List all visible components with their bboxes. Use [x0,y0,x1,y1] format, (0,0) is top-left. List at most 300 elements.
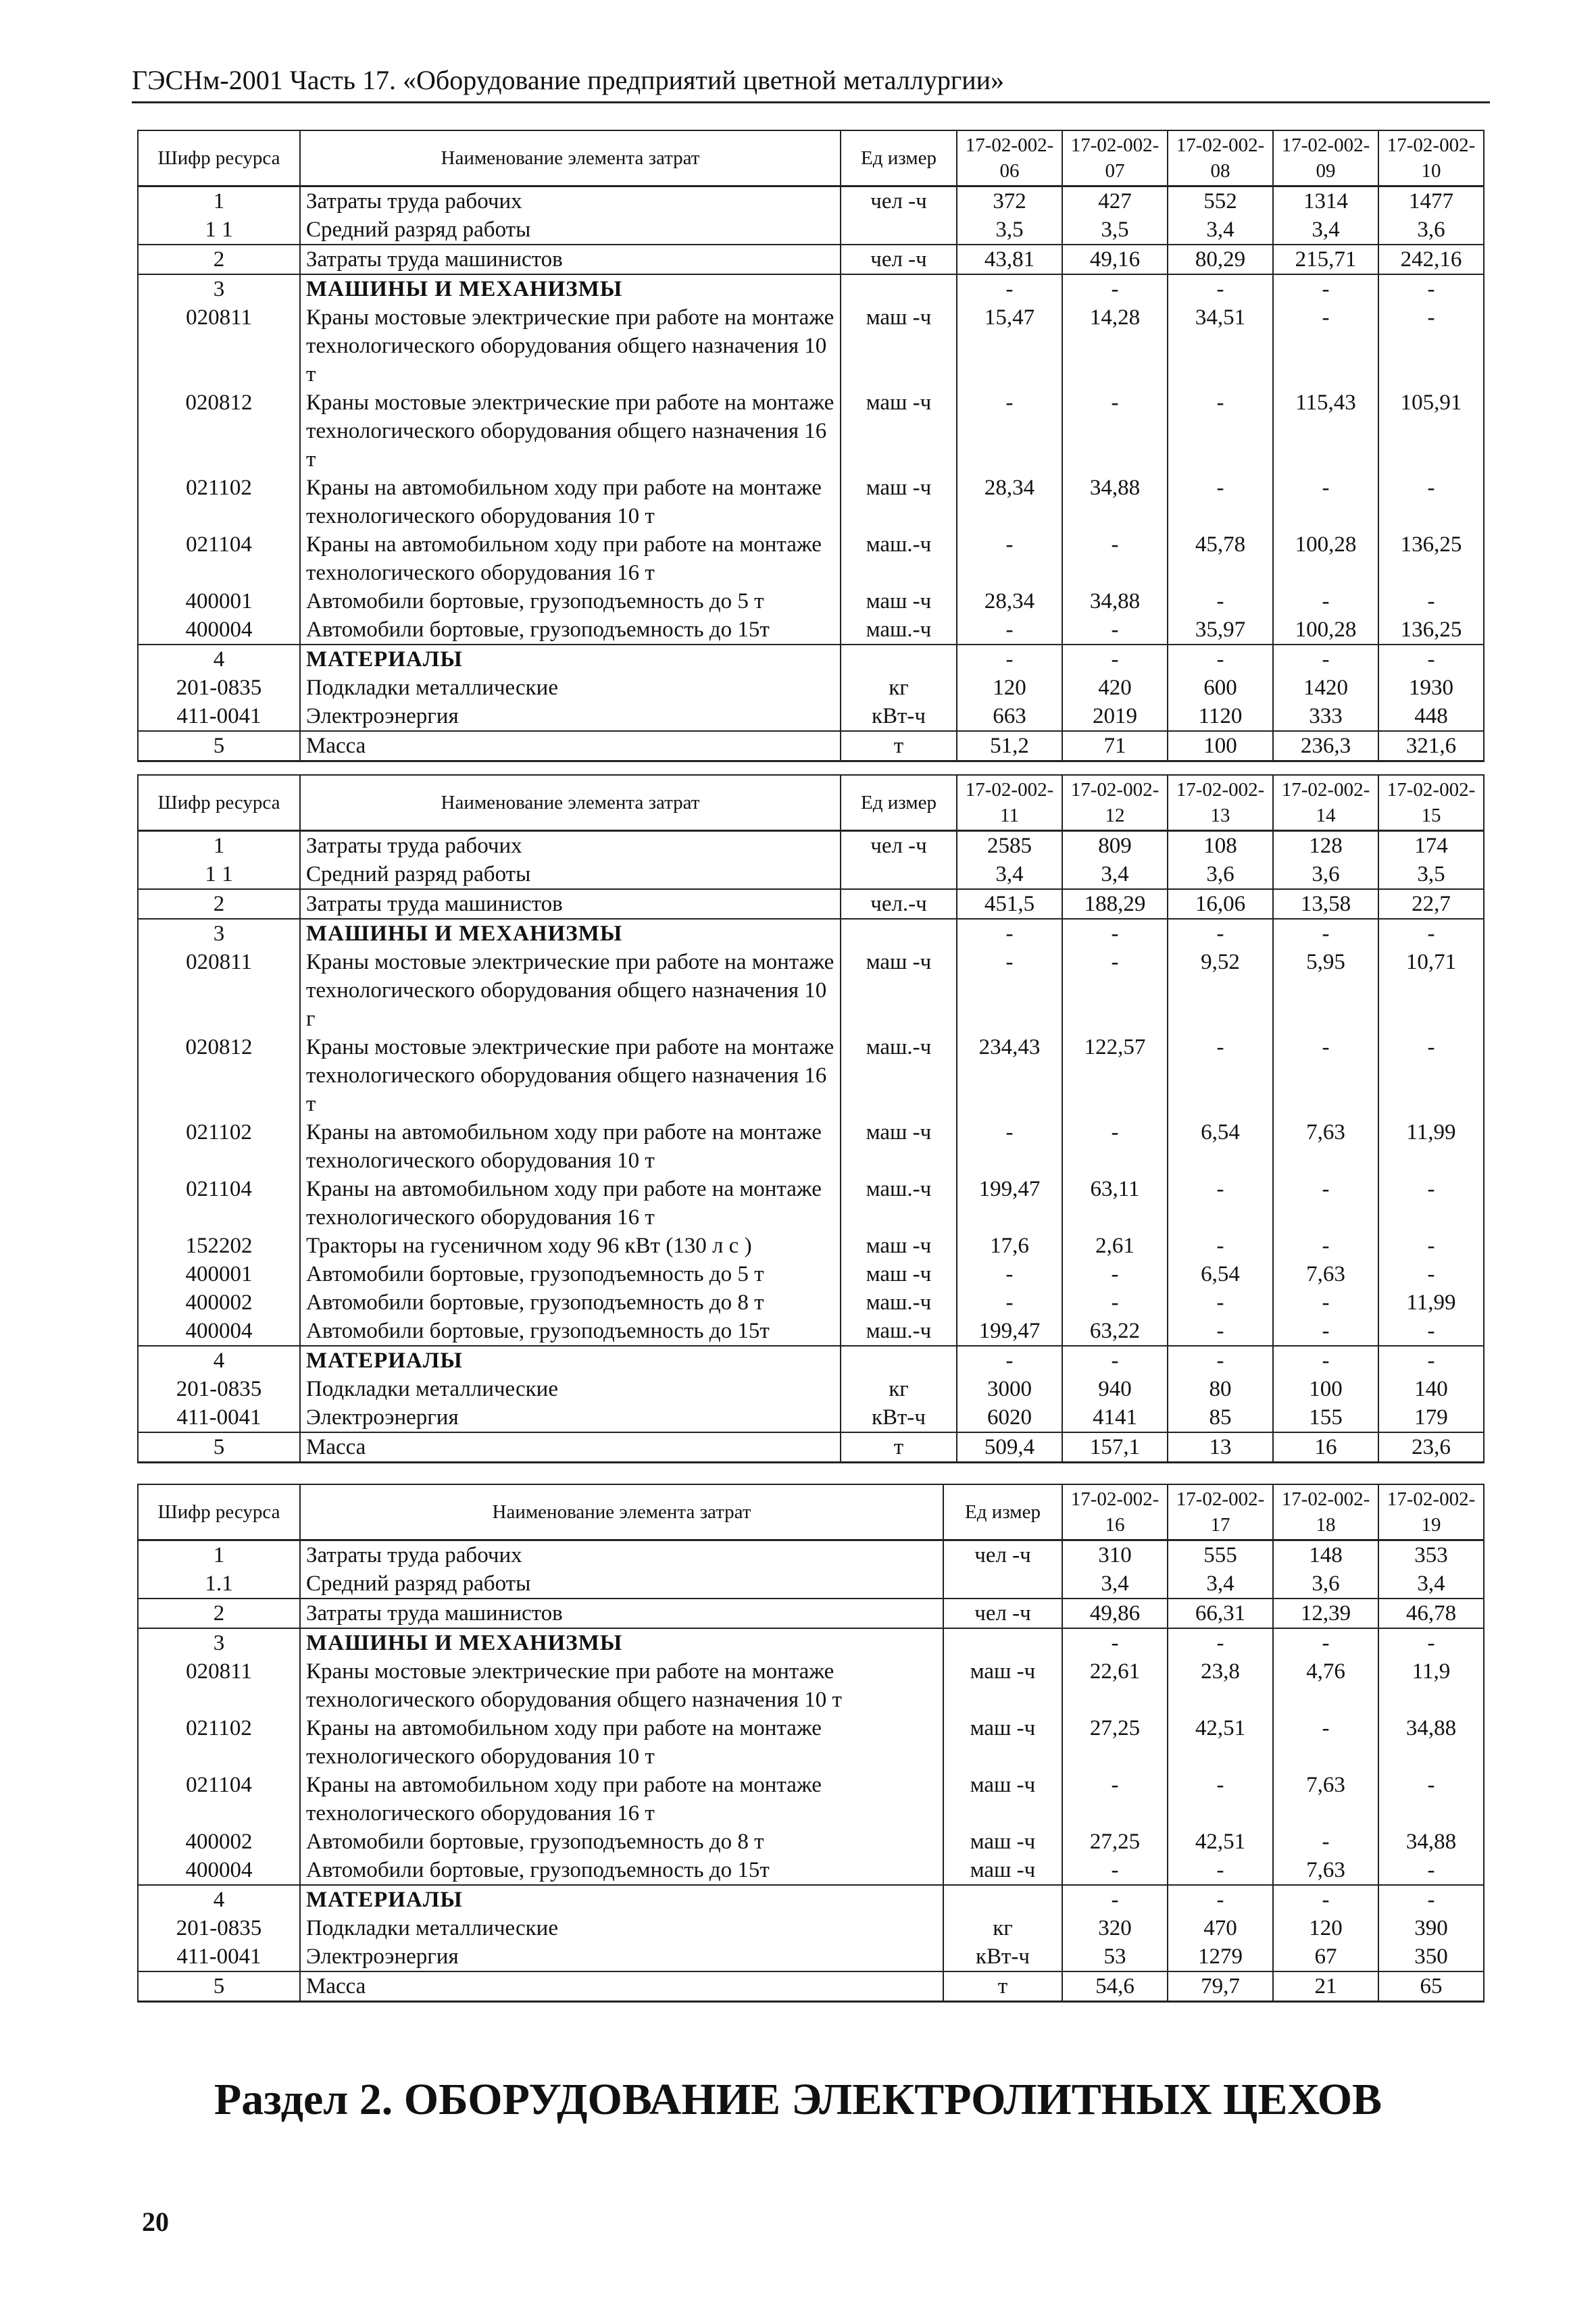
value-cell: 188,29 [1062,889,1168,919]
value-cell: 136,25 [1378,615,1484,645]
value-cell: 11,99 [1378,1288,1484,1317]
value-cell: 54,6 [1062,1971,1168,2002]
value-cell: - [957,615,1062,645]
value-cell: - [1062,1628,1168,1657]
value-cell: 333 [1273,702,1378,731]
value-cell: 3,6 [1378,216,1484,245]
value-cell: - [1062,1288,1168,1317]
resource-code-cell: 1.1 [138,1569,300,1599]
unit-cell [841,274,957,303]
table-row [138,388,1484,474]
value-cell: 63,11 [1062,1175,1168,1232]
value-cell: 34,88 [1062,474,1168,530]
value-cell: 3,4 [1378,1569,1484,1599]
table-header-row [138,130,1484,186]
running-header: ГЭСНм-2001 Часть 17. «Оборудование предприятий цветной металлургии» [132,64,1490,103]
table-row [138,1232,1484,1260]
value-cell: 11,9 [1378,1657,1484,1714]
unit-cell: кВт-ч [841,702,957,731]
value-cell: 6020 [957,1403,1062,1432]
value-cell: 45,78 [1168,530,1273,587]
resource-table-3 [137,1484,1485,2003]
value-cell: 7,63 [1273,1260,1378,1288]
value-cell: 148 [1273,1540,1378,1570]
value-cell: - [1062,615,1168,645]
value-cell: 43,81 [957,245,1062,274]
unit-cell: маш -ч [841,1118,957,1175]
value-cell: 100,28 [1273,615,1378,645]
value-cell: 236,3 [1273,731,1378,761]
value-cell: 2,61 [1062,1232,1168,1260]
value-cell: 16,06 [1168,889,1273,919]
resource-code-cell: 411-0041 [138,1403,300,1432]
value-cell: - [1378,1033,1484,1118]
resource-name-cell: МАШИНЫ И МЕХАНИЗМЫ [300,274,841,303]
value-cell: 13 [1168,1432,1273,1463]
value-cell: - [1168,1317,1273,1346]
value-cell: 17,6 [957,1232,1062,1260]
value-cell: 23,8 [1168,1657,1273,1714]
value-cell: 321,6 [1378,731,1484,761]
table-row [138,474,1484,530]
value-cell: - [1378,1856,1484,1885]
value-cell: - [1378,919,1484,948]
column-header-norm-code: 17-02-002-10 [1378,130,1484,186]
table-row [138,245,1484,274]
value-cell: - [1273,1232,1378,1260]
table-row [138,1942,1484,1971]
value-cell: 12,39 [1273,1599,1378,1628]
unit-cell: чел -ч [943,1599,1062,1628]
value-cell: 372 [957,186,1062,216]
unit-cell [841,645,957,674]
unit-cell: маш -ч [841,388,957,474]
resource-code-cell: 2 [138,889,300,919]
value-cell: - [1273,303,1378,388]
unit-cell [943,1885,1062,1914]
value-cell: 28,34 [957,474,1062,530]
resource-code-cell: 4 [138,1885,300,1914]
resource-name-cell: Краны мостовые электрические при работе на монтаже технологического оборудования общего назначения 16 т [300,1033,841,1118]
unit-cell: маш.-ч [841,1175,957,1232]
table-header-row [138,1484,1484,1540]
unit-cell: маш -ч [841,303,957,388]
value-cell: - [1378,1771,1484,1828]
resource-code-cell: 400001 [138,587,300,615]
column-header-norm-code: 17-02-002-15 [1378,775,1484,831]
unit-cell: кг [841,1375,957,1403]
unit-cell [841,1346,957,1375]
value-cell: - [1062,388,1168,474]
value-cell: - [1168,1033,1273,1118]
value-cell: - [957,1346,1062,1375]
resource-name-cell: Автомобили бортовые, грузоподъемность до 8 т [300,1828,943,1856]
value-cell: - [1378,274,1484,303]
value-cell: - [1273,1033,1378,1118]
unit-cell: маш -ч [841,1232,957,1260]
unit-cell [841,919,957,948]
resource-code-cell: 021104 [138,1175,300,1232]
value-cell: 6,54 [1168,1118,1273,1175]
value-cell: - [1168,919,1273,948]
resource-code-cell: 2 [138,245,300,274]
resource-name-cell: Краны на автомобильном ходу при работе на монтаже технологического оборудования 10 т [300,1714,943,1771]
table-row [138,1657,1484,1714]
value-cell: - [1062,919,1168,948]
value-cell: 34,88 [1062,587,1168,615]
unit-cell: маш -ч [943,1714,1062,1771]
value-cell: - [1062,530,1168,587]
resource-name-cell: МАШИНЫ И МЕХАНИЗМЫ [300,919,841,948]
value-cell: 42,51 [1168,1828,1273,1856]
table-row [138,1175,1484,1232]
column-header-norm-code: 17-02-002-07 [1062,130,1168,186]
resource-code-cell: 3 [138,1628,300,1657]
value-cell: 11,99 [1378,1118,1484,1175]
value-cell: - [1168,1232,1273,1260]
table-row [138,186,1484,216]
value-cell: 14,28 [1062,303,1168,388]
unit-cell: кВт-ч [943,1942,1062,1971]
resource-code-cell: 5 [138,1432,300,1463]
table-row [138,1540,1484,1570]
value-cell: - [957,1260,1062,1288]
table-row [138,831,1484,861]
unit-cell: маш -ч [841,587,957,615]
value-cell: - [1273,274,1378,303]
value-cell: - [1062,1346,1168,1375]
value-cell: - [1062,1856,1168,1885]
value-cell: - [957,274,1062,303]
value-cell: 427 [1062,186,1168,216]
value-cell: 10,71 [1378,948,1484,1033]
table-row [138,530,1484,587]
column-header-norm-code: 17-02-002-08 [1168,130,1273,186]
value-cell: 65 [1378,1971,1484,2002]
column-header-norm-code: 17-02-002-16 [1062,1484,1168,1540]
value-cell: 100,28 [1273,530,1378,587]
value-cell: 1279 [1168,1942,1273,1971]
value-cell: 1477 [1378,186,1484,216]
resource-code-cell: 020811 [138,1657,300,1714]
value-cell: - [1062,948,1168,1033]
value-cell: - [1168,1175,1273,1232]
resource-name-cell: Автомобили бортовые, грузоподъемность до 5 т [300,1260,841,1288]
value-cell: - [1273,1828,1378,1856]
value-cell: 3,6 [1273,860,1378,889]
resource-name-cell: МАТЕРИАЛЫ [300,1346,841,1375]
value-cell: 21 [1273,1971,1378,2002]
resource-name-cell: Краны на автомобильном ходу при работе на монтаже технологического оборудования 10 т [300,1118,841,1175]
value-cell: 108 [1168,831,1273,861]
value-cell: 555 [1168,1540,1273,1570]
unit-cell [943,1628,1062,1657]
table-header-row [138,775,1484,831]
value-cell: 115,43 [1273,388,1378,474]
resource-name-cell: Краны на автомобильном ходу при работе на монтаже технологического оборудования 16 т [300,530,841,587]
value-cell: 940 [1062,1375,1168,1403]
resource-name-cell: Электроэнергия [300,702,841,731]
value-cell: 7,63 [1273,1771,1378,1828]
value-cell: 42,51 [1168,1714,1273,1771]
value-cell: - [1062,1771,1168,1828]
value-cell: 809 [1062,831,1168,861]
value-cell: - [1273,1628,1378,1657]
unit-cell [841,860,957,889]
resource-code-cell: 020811 [138,303,300,388]
value-cell: - [957,645,1062,674]
table-row [138,1771,1484,1828]
resource-name-cell: Масса [300,1971,943,2002]
unit-cell: маш -ч [943,1828,1062,1856]
value-cell: 310 [1062,1540,1168,1570]
unit-cell: кг [943,1914,1062,1942]
value-cell: 122,57 [1062,1033,1168,1118]
value-cell: 15,47 [957,303,1062,388]
resource-code-cell: 400002 [138,1288,300,1317]
resource-name-cell: МАТЕРИАЛЫ [300,1885,943,1914]
resource-code-cell: 152202 [138,1232,300,1260]
table-row [138,1375,1484,1403]
value-cell: 509,4 [957,1432,1062,1463]
resource-code-cell: 1 [138,1540,300,1570]
value-cell: - [1168,645,1273,674]
value-cell: 1420 [1273,674,1378,702]
value-cell: 51,2 [957,731,1062,761]
value-cell: 3,5 [957,216,1062,245]
unit-cell: чел -ч [841,186,957,216]
value-cell: - [1378,645,1484,674]
table-row [138,674,1484,702]
resource-code-cell: 3 [138,919,300,948]
value-cell: 199,47 [957,1317,1062,1346]
value-cell: - [1378,303,1484,388]
value-cell: 6,54 [1168,1260,1273,1288]
column-header-name: Наименование элемента затрат [300,130,841,186]
resource-code-cell: 021102 [138,1714,300,1771]
value-cell: 3,4 [1062,1569,1168,1599]
value-cell: 136,25 [1378,530,1484,587]
column-header-norm-code: 17-02-002-17 [1168,1484,1273,1540]
value-cell: 552 [1168,186,1273,216]
value-cell: 3000 [957,1375,1062,1403]
unit-cell: маш -ч [841,1260,957,1288]
value-cell: 120 [1273,1914,1378,1942]
value-cell: 1120 [1168,702,1273,731]
resource-code-cell: 400004 [138,1856,300,1885]
value-cell: - [1273,919,1378,948]
resource-name-cell: Затраты труда рабочих [300,186,841,216]
value-cell: - [1378,1260,1484,1288]
value-cell: 34,88 [1378,1828,1484,1856]
value-cell: 22,61 [1062,1657,1168,1714]
value-cell: - [957,1288,1062,1317]
value-cell: - [957,919,1062,948]
value-cell: - [1168,1771,1273,1828]
value-cell: 4141 [1062,1403,1168,1432]
column-header-code: Шифр ресурса [138,775,300,831]
value-cell: 1930 [1378,674,1484,702]
unit-cell: т [841,1432,957,1463]
unit-cell: маш.-ч [841,1288,957,1317]
unit-cell: чел -ч [841,245,957,274]
resource-name-cell: Краны на автомобильном ходу при работе на монтаже технологического оборудования 16 т [300,1771,943,1828]
resource-name-cell: Тракторы на гусеничном ходу 96 кВт (130 л с ) [300,1232,841,1260]
resource-name-cell: Автомобили бортовые, грузоподъемность до 8 т [300,1288,841,1317]
value-cell: - [1062,1118,1168,1175]
unit-cell: маш -ч [841,948,957,1033]
unit-cell [841,216,957,245]
value-cell: - [1273,1175,1378,1232]
value-cell: 4,76 [1273,1657,1378,1714]
value-cell: 49,16 [1062,245,1168,274]
column-header-norm-code: 17-02-002-09 [1273,130,1378,186]
value-cell: - [957,1118,1062,1175]
value-cell: - [1378,587,1484,615]
resource-code-cell: 201-0835 [138,674,300,702]
table-row [138,645,1484,674]
resource-code-cell: 5 [138,1971,300,2002]
table-row [138,1317,1484,1346]
resource-name-cell: Затраты труда рабочих [300,1540,943,1570]
resource-code-cell: 400002 [138,1828,300,1856]
resource-name-cell: Автомобили бортовые, грузоподъемность до 15т [300,615,841,645]
value-cell: 80 [1168,1375,1273,1403]
resource-name-cell: МАТЕРИАЛЫ [300,645,841,674]
resource-code-cell: 021102 [138,474,300,530]
value-cell: 53 [1062,1942,1168,1971]
value-cell: - [1273,1885,1378,1914]
value-cell: 2019 [1062,702,1168,731]
resource-name-cell: Затраты труда машинистов [300,1599,943,1628]
unit-cell: чел.-ч [841,889,957,919]
resource-code-cell: 021102 [138,1118,300,1175]
unit-cell: чел -ч [943,1540,1062,1570]
table-row [138,1118,1484,1175]
value-cell: 22,7 [1378,889,1484,919]
resource-name-cell: Подкладки металлические [300,674,841,702]
resource-name-cell: Краны мостовые электрические при работе на монтаже технологического оборудования общего назначения 10 т [300,1657,943,1714]
column-header-norm-code: 17-02-002-12 [1062,775,1168,831]
resource-code-cell: 3 [138,274,300,303]
value-cell: 27,25 [1062,1714,1168,1771]
resource-code-cell: 021104 [138,1771,300,1828]
resource-name-cell: Средний разряд работы [300,1569,943,1599]
resource-name-cell: Затраты труда машинистов [300,245,841,274]
value-cell: 80,29 [1168,245,1273,274]
column-header-norm-code: 17-02-002-14 [1273,775,1378,831]
value-cell: - [1168,1346,1273,1375]
value-cell: 234,43 [957,1033,1062,1118]
resource-name-cell: Краны мостовые электрические при работе на монтаже технологического оборудования общего назначения 10 т [300,303,841,388]
resource-code-cell: 201-0835 [138,1914,300,1942]
table-row [138,860,1484,889]
value-cell: 23,6 [1378,1432,1484,1463]
value-cell: 3,4 [1273,216,1378,245]
table-row [138,948,1484,1033]
value-cell: 13,58 [1273,889,1378,919]
table-row [138,587,1484,615]
column-header-norm-code: 17-02-002-19 [1378,1484,1484,1540]
resource-code-cell: 020811 [138,948,300,1033]
column-header-name: Наименование элемента затрат [300,1484,943,1540]
resource-name-cell: Затраты труда машинистов [300,889,841,919]
value-cell: 105,91 [1378,388,1484,474]
value-cell: 600 [1168,674,1273,702]
table-row [138,1971,1484,2002]
value-cell: - [957,948,1062,1033]
value-cell: 100 [1168,731,1273,761]
value-cell: - [1378,1346,1484,1375]
value-cell: 3,6 [1168,860,1273,889]
table-row [138,303,1484,388]
table-row [138,889,1484,919]
resource-name-cell: Автомобили бортовые, грузоподъемность до 15т [300,1317,841,1346]
resource-name-cell: Средний разряд работы [300,860,841,889]
value-cell: 448 [1378,702,1484,731]
value-cell: 3,6 [1273,1569,1378,1599]
resource-name-cell: Масса [300,731,841,761]
value-cell: - [1273,587,1378,615]
resource-name-cell: Затраты труда рабочих [300,831,841,861]
value-cell: 63,22 [1062,1317,1168,1346]
resource-code-cell: 400001 [138,1260,300,1288]
table-row [138,615,1484,645]
table-row [138,216,1484,245]
resource-code-cell: 411-0041 [138,1942,300,1971]
unit-cell: маш -ч [943,1657,1062,1714]
column-header-unit: Ед измер [943,1484,1062,1540]
table-row [138,1914,1484,1942]
value-cell: 140 [1378,1375,1484,1403]
resource-code-cell: 411-0041 [138,702,300,731]
value-cell: - [1168,587,1273,615]
resource-code-cell: 2 [138,1599,300,1628]
value-cell: 9,52 [1168,948,1273,1033]
resource-code-cell: 5 [138,731,300,761]
resource-name-cell: Краны на автомобильном ходу при работе на монтаже технологического оборудования 10 т [300,474,841,530]
page-number: 20 [142,2207,169,2237]
value-cell: - [957,388,1062,474]
resource-name-cell: Подкладки металлические [300,1914,943,1942]
value-cell: 46,78 [1378,1599,1484,1628]
value-cell: - [1378,1232,1484,1260]
value-cell: - [1378,1317,1484,1346]
value-cell: 128 [1273,831,1378,861]
unit-cell: маш -ч [943,1771,1062,1828]
value-cell: - [1168,274,1273,303]
value-cell: 1314 [1273,186,1378,216]
value-cell: 157,1 [1062,1432,1168,1463]
value-cell: 3,5 [1062,216,1168,245]
value-cell: 215,71 [1273,245,1378,274]
value-cell: 199,47 [957,1175,1062,1232]
value-cell: - [1378,1175,1484,1232]
value-cell: - [1168,1856,1273,1885]
resource-code-cell: 4 [138,645,300,674]
table-row [138,1432,1484,1463]
column-header-norm-code: 17-02-002-06 [957,130,1062,186]
resource-name-cell: Подкладки металлические [300,1375,841,1403]
value-cell: 470 [1168,1914,1273,1942]
value-cell: 16 [1273,1432,1378,1463]
value-cell: 3,4 [957,860,1062,889]
table-row [138,1599,1484,1628]
table-row [138,1628,1484,1657]
table-row [138,1260,1484,1288]
table-row [138,1403,1484,1432]
resource-code-cell: 400004 [138,615,300,645]
